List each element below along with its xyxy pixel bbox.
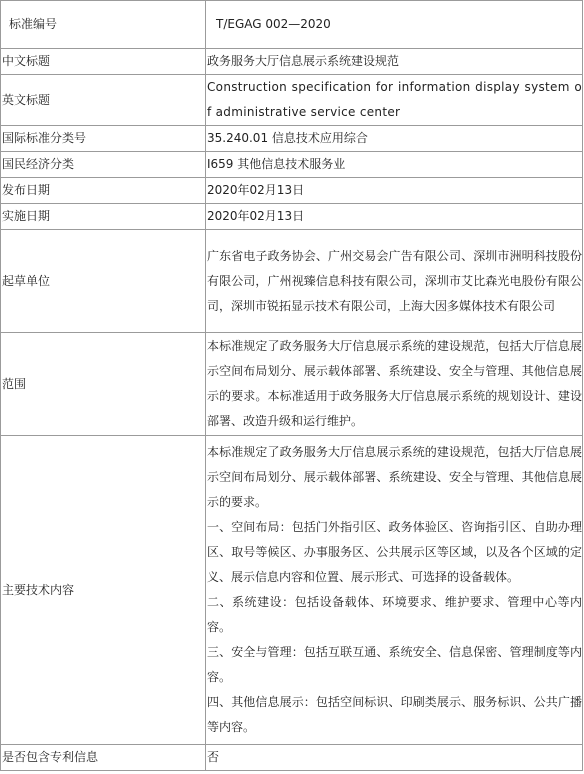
effective-date-value: 2020年02月13日 (206, 204, 583, 230)
publish-date-value: 2020年02月13日 (206, 178, 583, 204)
table-row (1, 126, 583, 152)
content-paragraph: 本标准规定了政务服务大厅信息展示系统的建设规范，包括大厅信息展示空间布局划分、展示载体部署、系统建设、安全与管理、其他信息展示的要求。 (207, 445, 582, 509)
ics-value: 35.240.01 信息技术应用综合 (206, 126, 583, 152)
table-row (1, 75, 583, 126)
row-label-economy-category: 国民经济分类 (1, 152, 206, 178)
row-label-scope: 范围 (1, 333, 206, 436)
row-label-ics: 国际标准分类号 (1, 126, 206, 152)
content-paragraph: 二、系统建设：包括设备载体、环境要求、维护要求、管理中心等内容。 (207, 595, 582, 634)
chinese-title-value: 政务服务大厅信息展示系统建设规范 (206, 49, 583, 75)
patent-info-value: 否 (206, 745, 583, 771)
table-row (1, 745, 583, 771)
row-label-effective-date: 实施日期 (1, 204, 206, 230)
content-paragraph: 四、其他信息展示：包括空间标识、印刷类展示、服务标识、公共广播等内容。 (207, 695, 582, 734)
row-label-english-title: 英文标题 (1, 75, 206, 126)
standard-number-value: T/EGAG 002—2020 (206, 1, 583, 49)
english-title-value: Construction specification for information display system of administrative service center (206, 75, 583, 126)
table-row (1, 178, 583, 204)
table-row (1, 204, 583, 230)
row-label-main-technical-content: 主要技术内容 (1, 436, 206, 745)
table-row (1, 230, 583, 333)
main-technical-content-value (206, 436, 583, 745)
row-label-chinese-title: 中文标题 (1, 49, 206, 75)
row-label-publish-date: 发布日期 (1, 178, 206, 204)
table-row (1, 152, 583, 178)
table-row (1, 333, 583, 436)
table-row (1, 49, 583, 75)
content-paragraph: 一、空间布局：包括门外指引区、政务体验区、咨询指引区、自助办理区、取号等候区、办事服务区、公共展示区等区域，以及各个区域的定义、展示信息内容和位置、展示形式、可选择的设备载体。 (207, 520, 582, 584)
row-label-standard-number: 标准编号 (1, 1, 206, 49)
table-row (1, 436, 583, 745)
content-paragraph: 三、安全与管理：包括互联互通、系统安全、信息保密、管理制度等内容。 (207, 645, 582, 684)
scope-value: 本标准规定了政务服务大厅信息展示系统的建设规范，包括大厅信息展示空间布局划分、展示载体部署、系统建设、安全与管理、其他信息展示的要求。本标准适用于政务服务大厅信息展示系统的规划设计、建设部署、改造升级和运行维护。 (206, 333, 583, 436)
economy-category-value: I659 其他信息技术服务业 (206, 152, 583, 178)
row-label-drafting-units: 起草单位 (1, 230, 206, 333)
drafting-units-value: 广东省电子政务协会、广州交易会广告有限公司、深圳市洲明科技股份有限公司，广州视臻信息科技有限公司，深圳市艾比森光电股份有限公司，深圳市锐拓显示技术有限公司，上海大因多媒体技术有限公司 (206, 230, 583, 333)
row-label-patent-info: 是否包含专利信息 (1, 745, 206, 771)
table-row (1, 1, 583, 49)
